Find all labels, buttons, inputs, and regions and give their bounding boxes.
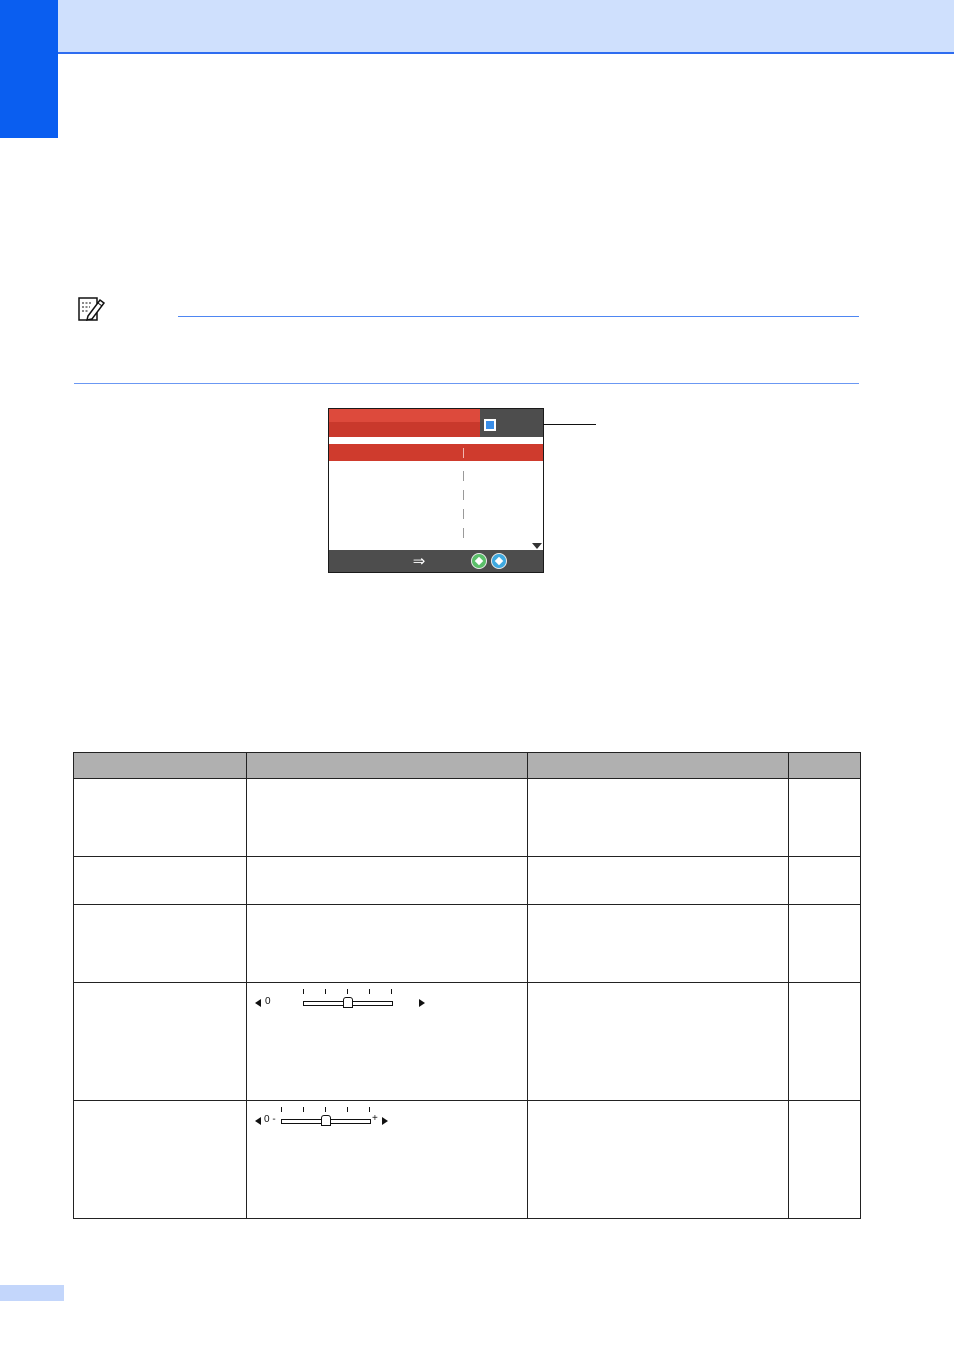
- green-start-button-icon[interactable]: [471, 553, 487, 569]
- table-cell: [247, 1101, 528, 1219]
- table-cell: [247, 905, 528, 983]
- table-header-cell: [247, 753, 528, 779]
- table-header-cell: [74, 753, 247, 779]
- table-cell: [789, 983, 861, 1101]
- slider-min-label: 0: [265, 996, 271, 1007]
- table-row: [74, 1101, 861, 1219]
- left-arrow-icon[interactable]: [255, 999, 261, 1007]
- callout-line: [543, 424, 596, 425]
- lcd-menu-row[interactable]: [329, 467, 543, 484]
- table-cell: [74, 1101, 247, 1219]
- table-row: [74, 905, 861, 983]
- right-arrow-icon[interactable]: [382, 1117, 388, 1125]
- table-row: [74, 779, 861, 857]
- settings-table: [73, 752, 861, 1219]
- contrast-slider[interactable]: [255, 1105, 395, 1131]
- table-row: [74, 983, 861, 1101]
- lcd-menu-row[interactable]: [329, 486, 543, 503]
- slider-max-label: +: [372, 1113, 378, 1124]
- table-cell: [74, 857, 247, 905]
- right-double-arrow-icon: ⇒: [412, 552, 426, 570]
- lcd-footer-bar: [329, 550, 543, 572]
- scroll-down-triangle-icon[interactable]: [532, 543, 542, 549]
- table-cell: [528, 983, 789, 1101]
- lcd-title-bar: [329, 409, 543, 437]
- table-cell: [74, 905, 247, 983]
- table-cell: [74, 983, 247, 1101]
- lcd-title-red-area: [329, 409, 480, 437]
- lcd-menu-row[interactable]: [329, 524, 543, 541]
- table-cell: [789, 779, 861, 857]
- table-cell: [528, 905, 789, 983]
- note-pencil-icon: [76, 294, 106, 324]
- table-cell: [789, 905, 861, 983]
- page-footer-tab: [0, 1285, 64, 1301]
- header-band: [58, 0, 954, 54]
- print-preview-icon: [484, 419, 496, 431]
- table-row: [74, 857, 861, 905]
- lcd-menu-row-selected[interactable]: [329, 444, 543, 461]
- left-arrow-icon[interactable]: [255, 1117, 261, 1125]
- table-cell: [789, 857, 861, 905]
- slider-min-label: 0 -: [264, 1114, 276, 1125]
- table-cell: [247, 983, 528, 1101]
- table-cell: [789, 1101, 861, 1219]
- table-cell: [528, 1101, 789, 1219]
- table-cell: [247, 857, 528, 905]
- note-top-rule: [178, 316, 859, 317]
- lcd-menu-row[interactable]: [329, 505, 543, 522]
- right-arrow-icon[interactable]: [419, 999, 425, 1007]
- table-header-row: [74, 753, 861, 779]
- table-cell: [74, 779, 247, 857]
- blue-start-button-icon[interactable]: [491, 553, 507, 569]
- lcd-screen: [328, 408, 544, 573]
- table-cell: [528, 857, 789, 905]
- table-header-cell: [528, 753, 789, 779]
- table-cell: [247, 779, 528, 857]
- table-header-cell: [789, 753, 861, 779]
- slider-thumb[interactable]: [321, 1115, 331, 1126]
- note-bottom-rule: [74, 383, 859, 384]
- brightness-slider[interactable]: [255, 987, 425, 1013]
- slider-thumb[interactable]: [343, 997, 353, 1008]
- table-cell: [528, 779, 789, 857]
- chapter-side-tab: [0, 0, 58, 138]
